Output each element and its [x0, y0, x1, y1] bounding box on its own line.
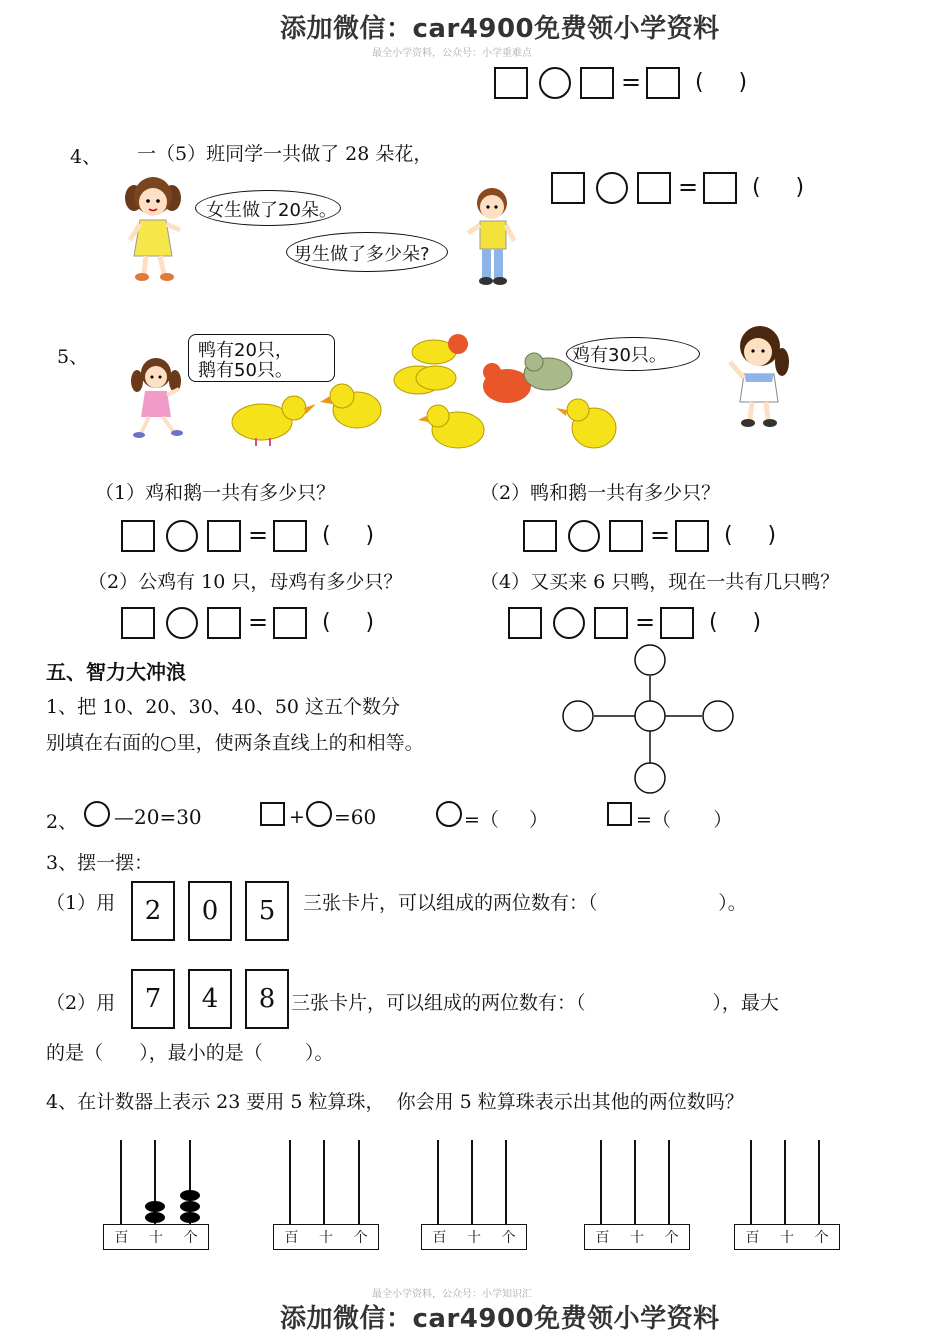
bubble-line-2: 鹅有50只。	[198, 360, 293, 381]
answer-box[interactable]	[703, 172, 737, 204]
abacus-label-hundreds: 百	[745, 1230, 760, 1246]
blank-circle-top	[635, 645, 665, 675]
equals-sign: =	[635, 608, 656, 636]
answer-box[interactable]	[580, 67, 614, 99]
answer-box[interactable]	[207, 520, 241, 552]
girl-speaking-illustration	[718, 322, 798, 430]
s5-q3-1-label: （1）用	[46, 892, 116, 914]
s5-q1-line2: 别填在右面的○里，使两条直线上的和相等。	[46, 732, 424, 754]
unit-paren[interactable]: ( )	[322, 610, 375, 635]
blank-circle[interactable]	[84, 801, 110, 827]
abacus-label-ones: 个	[814, 1230, 829, 1246]
s5-q3-title: 3、摆一摆：	[46, 852, 154, 874]
unit-paren[interactable]: ( )	[695, 70, 748, 95]
duck-icon	[232, 396, 316, 446]
number-card: 8	[245, 969, 289, 1029]
abacus-label-tens: 十	[779, 1230, 794, 1246]
q5-sub1: （1）鸡和鹅一共有多少只？	[95, 482, 336, 504]
duck-icon	[556, 399, 616, 448]
abacus-label-ones: 个	[353, 1230, 368, 1246]
abacus-label-hundreds: 百	[284, 1230, 299, 1246]
bubble-line-1: 鸭有20只，	[198, 340, 293, 361]
answer-box[interactable]	[121, 520, 155, 552]
faint-header-text: 最全小学资料，公众号：小学重难点	[372, 48, 532, 59]
unit-paren[interactable]: ( )	[322, 523, 375, 548]
number-card: 4	[188, 969, 232, 1029]
answer-box[interactable]	[508, 607, 542, 639]
equals-sign: =	[248, 521, 269, 549]
boy-illustration	[462, 185, 522, 287]
s5-q3-2-text: 三张卡片，可以组成的两位数有：（ ），最大	[291, 992, 779, 1014]
q5-number: 5、	[57, 346, 89, 368]
answer-box[interactable]	[594, 607, 628, 639]
cross-circle-diagram	[560, 642, 740, 797]
duck-icon	[320, 384, 381, 428]
abacus-label-hundreds: 百	[595, 1230, 610, 1246]
operator-circle[interactable]	[539, 67, 571, 99]
abacus-label-tens: 十	[148, 1230, 163, 1246]
s5-q3-2-line2: 的是（ ），最小的是（ ）。	[46, 1042, 334, 1064]
s5-q2-number: 2、	[46, 811, 78, 833]
q5-sub3: （2）公鸡有 10 只，母鸡有多少只？	[88, 571, 403, 593]
abacus-label-ones: 个	[183, 1230, 198, 1246]
girl-illustration	[118, 170, 188, 285]
number-card: 0	[188, 881, 232, 941]
blank-square[interactable]	[607, 802, 632, 826]
abacus-label-tens: 十	[629, 1230, 644, 1246]
abacus-label-ones: 个	[664, 1230, 679, 1246]
blank-circle[interactable]	[306, 801, 332, 827]
answer-box[interactable]	[121, 607, 155, 639]
s5-q2-expr-d: =（ ）	[636, 809, 733, 831]
abacus-label-ones: 个	[501, 1230, 516, 1246]
answer-box[interactable]	[637, 172, 671, 204]
number-card: 7	[131, 969, 175, 1029]
faint-footer-text: 最全小学资料，公众号：小学知识汇	[372, 1289, 532, 1300]
answer-box[interactable]	[494, 67, 528, 99]
bubble-boy-text: 男生做了多少朵?	[294, 244, 430, 265]
unit-paren[interactable]: ( )	[724, 523, 777, 548]
abacus-label-hundreds: 百	[432, 1230, 447, 1246]
operator-circle[interactable]	[166, 607, 198, 639]
answer-box[interactable]	[207, 607, 241, 639]
blank-circle-left	[563, 701, 593, 731]
answer-box[interactable]	[660, 607, 694, 639]
answer-box[interactable]	[551, 172, 585, 204]
answer-box[interactable]	[523, 520, 557, 552]
abacus-label-tens: 十	[318, 1230, 333, 1246]
abacus-bead	[180, 1201, 200, 1212]
equals-sign: =	[248, 608, 269, 636]
duck-icon	[418, 405, 484, 448]
equals-sign: =	[678, 173, 699, 201]
q5-sub2: （2）鸭和鹅一共有多少只？	[480, 482, 721, 504]
blank-circle[interactable]	[436, 801, 462, 827]
abacus-label-tens: 十	[466, 1230, 481, 1246]
equals-sign: =	[650, 521, 671, 549]
s5-q2-expr-b: =60	[334, 805, 377, 829]
s5-q2-expr-a: —20=30	[114, 805, 202, 829]
abacus-bead	[180, 1190, 200, 1201]
blank-circle-right	[703, 701, 733, 731]
abacus-label-hundreds: 百	[114, 1230, 129, 1246]
hen-icon	[524, 353, 572, 390]
unit-paren[interactable]: ( )	[709, 610, 762, 635]
watermark-top: 添加微信：car4900免费领小学资料	[280, 14, 720, 44]
number-card: 5	[245, 881, 289, 941]
girl-pink-illustration	[125, 355, 190, 440]
blank-circle-center	[635, 701, 665, 731]
section-five-title: 五、智力大冲浪	[46, 660, 186, 684]
answer-box[interactable]	[609, 520, 643, 552]
q5-sub4: （4）又买来 6 只鸭，现在一共有几只鸭？	[480, 571, 840, 593]
number-card: 2	[131, 881, 175, 941]
abacus-bead	[180, 1212, 200, 1223]
operator-circle[interactable]	[166, 520, 198, 552]
s5-q3-2-label: （2）用	[46, 992, 116, 1014]
operator-circle[interactable]	[596, 172, 628, 204]
rooster-icon	[483, 363, 531, 403]
blank-square[interactable]	[260, 802, 285, 826]
equals-sign: =	[621, 68, 642, 96]
answer-box[interactable]	[675, 520, 709, 552]
q4-number: 4、	[70, 146, 102, 168]
q4-text: 一（5）班同学一共做了 28 朵花，	[137, 143, 433, 165]
s5-q4-text: 4、在计数器上表示 23 要用 5 粒算珠， 你会用 5 粒算珠表示出其他的两位数吗？	[46, 1091, 744, 1113]
blank-circle-bottom	[635, 763, 665, 793]
answer-box[interactable]	[646, 67, 680, 99]
s5-q2-expr-c: =（ ）	[464, 809, 549, 831]
operator-circle[interactable]	[553, 607, 585, 639]
operator-circle[interactable]	[568, 520, 600, 552]
answer-box[interactable]	[273, 607, 307, 639]
s5-q1-line1: 1、把 10、20、30、40、50 这五个数分	[46, 696, 401, 718]
s5-q2-plus: +	[289, 806, 305, 828]
answer-box[interactable]	[273, 520, 307, 552]
unit-paren[interactable]: ( )	[752, 175, 805, 200]
abacus-bead	[145, 1212, 165, 1223]
goose-icon	[394, 334, 468, 394]
bubble-girl-text: 女生做了20朵。	[206, 200, 337, 221]
s5-q3-1-text: 三张卡片，可以组成的两位数有：（ ）。	[303, 892, 747, 914]
watermark-bottom: 添加微信：car4900免费领小学资料	[280, 1304, 720, 1334]
bubble-chickens-text: 鸡有30只。	[572, 345, 667, 366]
abacus-bead	[145, 1201, 165, 1212]
